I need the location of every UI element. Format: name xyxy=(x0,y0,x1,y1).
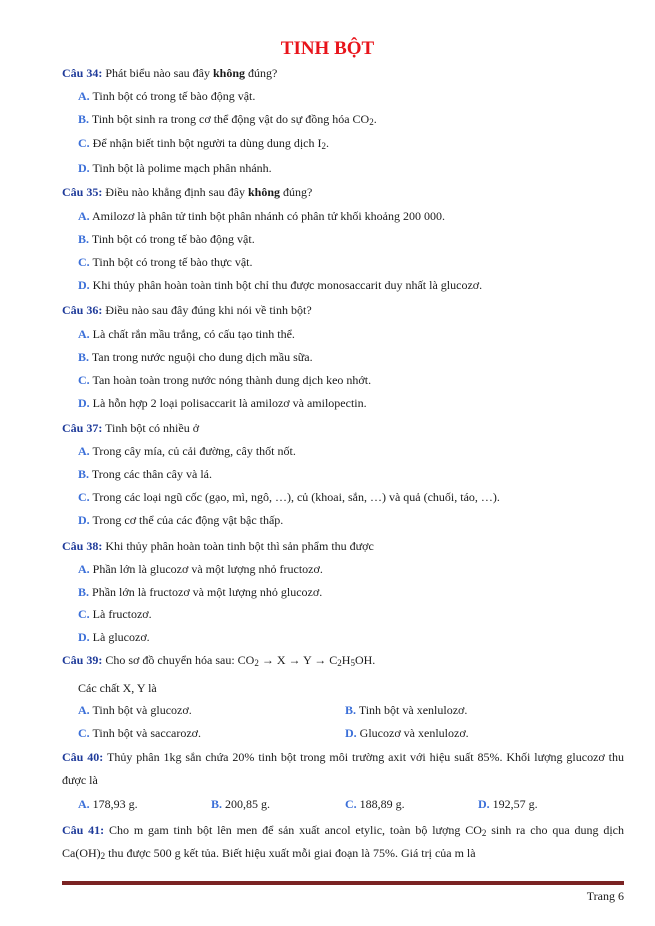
option-letter: C. xyxy=(78,607,90,621)
subscript: 2 xyxy=(321,141,326,151)
option-text: Tan trong nước nguội cho dung dịch mầu sữa. xyxy=(91,350,313,364)
option-letter: A. xyxy=(78,327,90,341)
question-number: Câu 41: xyxy=(62,823,105,837)
option-text: Tinh bột là polime mạch phân nhánh. xyxy=(92,161,272,175)
option-text: Là chất rắn mầu trắng, có cấu tạo tinh thể. xyxy=(92,327,295,341)
question-text-end: đúng? xyxy=(283,185,313,199)
question-41 xyxy=(62,819,624,865)
option-37-c xyxy=(78,490,500,505)
option-text: 188,89 g. xyxy=(359,797,405,811)
option-text: Trong cơ thể của các động vật bậc thấp. xyxy=(92,513,284,527)
option-text-end: . xyxy=(326,136,329,150)
option-35-a xyxy=(78,209,445,224)
page-number: Trang 6 xyxy=(586,889,624,903)
subscript: 2 xyxy=(100,851,106,861)
question-number: Câu 35: xyxy=(62,185,103,199)
option-text: Tinh bột có trong tế bào động vật. xyxy=(91,232,255,246)
option-34-c xyxy=(78,136,329,151)
option-38-a xyxy=(78,562,323,577)
option-38-c xyxy=(78,607,152,622)
option-letter: C. xyxy=(78,373,90,387)
option-text: 200,85 g. xyxy=(225,797,271,811)
option-letter: B. xyxy=(78,350,90,364)
option-34-d xyxy=(78,161,272,176)
question-text: Cho m gam tinh bột lên men để sản xuất ancol etylic, toàn bộ lượng CO xyxy=(109,823,482,837)
question-text-end: đúng? xyxy=(248,66,278,80)
option-text: Tinh bột và saccarozơ. xyxy=(92,726,202,740)
option-34-b xyxy=(78,112,377,127)
option-35-c xyxy=(78,255,253,270)
option-34-a xyxy=(78,89,255,104)
option-40-d xyxy=(478,797,538,812)
option-letter: A. xyxy=(78,797,90,811)
subscript: 2 xyxy=(369,117,374,127)
option-letter: B. xyxy=(345,703,357,717)
question-number: Câu 40: xyxy=(62,750,104,764)
question-text-mid: → X → Y → C xyxy=(258,653,338,667)
option-text: 192,57 g. xyxy=(492,797,538,811)
option-text: Tinh bột sinh ra trong cơ thể động vật do sự đồng hóa CO xyxy=(91,112,370,126)
option-text: Phần lớn là glucozơ và một lượng nhỏ fructozơ. xyxy=(92,562,323,576)
question-35 xyxy=(62,185,624,200)
footer-divider xyxy=(62,881,624,885)
option-letter: B. xyxy=(78,585,90,599)
option-text: Trong các loại ngũ cốc (gạo, mì, ngô, …), củ (khoai, sắn, …) và quả (chuối, táo, …). xyxy=(92,490,500,504)
question-37 xyxy=(62,421,624,436)
question-39-line2: Các chất X, Y là xyxy=(78,681,157,695)
question-34 xyxy=(62,66,624,81)
option-letter: C. xyxy=(78,255,90,269)
option-letter: A. xyxy=(78,703,90,717)
question-39 xyxy=(62,653,624,668)
subscript: 2 xyxy=(481,828,487,838)
option-letter: D. xyxy=(78,161,90,175)
option-text-end: . xyxy=(373,112,377,126)
option-40-a xyxy=(78,797,138,812)
option-letter: A. xyxy=(78,562,90,576)
option-36-a xyxy=(78,327,295,342)
question-number: Câu 36: xyxy=(62,303,103,317)
option-text: Là fructozơ. xyxy=(92,607,152,621)
option-38-b xyxy=(78,585,322,600)
option-text: Amilozơ là phân tử tinh bột phân nhánh có phân tử khối khoảng 200 000. xyxy=(92,209,445,223)
question-text: Khi thủy phân hoàn toàn tinh bột thì sản phẩm thu được xyxy=(105,539,374,553)
subscript: 2 xyxy=(337,658,342,668)
option-39-d xyxy=(345,726,469,741)
option-letter: A. xyxy=(78,89,90,103)
question-number: Câu 37: xyxy=(62,421,103,435)
option-39-c xyxy=(78,726,201,741)
question-text: Thủy phân 1kg sắn chứa 20% tinh bột trong môi trường axit với hiệu suất 85%. Khối lượng glucozơ thu được là xyxy=(62,750,624,787)
page-title: TINH BỘT xyxy=(280,38,375,59)
option-letter: D. xyxy=(78,630,90,644)
option-letter: D. xyxy=(345,726,357,740)
option-letter: C. xyxy=(78,490,90,504)
option-letter: C. xyxy=(78,136,90,150)
option-letter: B. xyxy=(78,112,90,126)
option-letter: B. xyxy=(78,467,90,481)
option-letter: A. xyxy=(78,209,90,223)
option-text: Tinh bột có trong tế bào động vật. xyxy=(92,89,256,103)
option-37-a xyxy=(78,444,296,459)
option-37-d xyxy=(78,513,283,528)
option-letter: B. xyxy=(211,797,223,811)
option-text: Tan hoàn toàn trong nước nóng thành dung dịch keo nhớt. xyxy=(92,373,372,387)
option-36-c xyxy=(78,373,371,388)
question-text: Cho sơ đồ chuyển hóa sau: CO xyxy=(105,653,255,667)
question-text-end: thu được 500 g kết tủa. Biết hiệu xuất mỗi giai đoạn là 75%. Giá trị của m là xyxy=(105,846,476,860)
option-letter: C. xyxy=(345,797,357,811)
option-text: Tinh bột và glucozơ. xyxy=(92,703,192,717)
question-text-mid: sinh ra cho qua dung dịch Ca(OH) xyxy=(62,823,624,860)
option-37-b xyxy=(78,467,212,482)
option-letter: D. xyxy=(78,278,90,292)
option-text: Trong cây mía, củ cải đường, cây thốt nốt. xyxy=(92,444,296,458)
option-text: Tinh bột có trong tế bào thực vật. xyxy=(92,255,253,269)
subscript: 5 xyxy=(350,658,355,668)
option-text: Tinh bột và xenlulozơ. xyxy=(358,703,468,717)
question-number: Câu 34: xyxy=(62,66,103,80)
question-text: Điều nào khẳng định sau đây xyxy=(105,185,245,199)
option-40-b xyxy=(211,797,270,812)
option-letter: B. xyxy=(78,232,90,246)
option-35-d xyxy=(78,278,482,293)
option-letter: C. xyxy=(78,726,90,740)
question-number: Câu 38: xyxy=(62,539,103,553)
option-39-b xyxy=(345,703,467,718)
question-emphasis: không xyxy=(213,66,246,80)
option-39-a xyxy=(78,703,192,718)
question-38 xyxy=(62,539,624,554)
option-letter: D. xyxy=(478,797,490,811)
option-text: Là hỗn hợp 2 loại polisaccarit là amilozơ và amilopectin. xyxy=(92,396,367,410)
option-letter: A. xyxy=(78,444,90,458)
option-text: Là glucozơ. xyxy=(92,630,150,644)
question-text-end: OH. xyxy=(354,653,376,667)
question-emphasis: không xyxy=(247,185,281,199)
question-36 xyxy=(62,303,624,318)
question-text-mid2: H xyxy=(341,653,351,667)
option-text: Phần lớn là fructozơ và một lượng nhỏ glucozơ. xyxy=(92,585,323,599)
option-letter: D. xyxy=(78,396,90,410)
option-36-b xyxy=(78,350,313,365)
option-38-d xyxy=(78,630,150,645)
question-number: Câu 39: xyxy=(62,653,103,667)
option-text: 178,93 g. xyxy=(92,797,138,811)
option-text: Glucozơ và xenlulozơ. xyxy=(359,726,469,740)
option-text: Trong các thân cây và lá. xyxy=(91,467,212,481)
option-36-d xyxy=(78,396,367,411)
option-text: Để nhận biết tinh bột người ta dùng dung dịch I xyxy=(92,136,322,150)
option-letter: D. xyxy=(78,513,90,527)
question-40 xyxy=(62,746,624,792)
option-35-b xyxy=(78,232,255,247)
question-text: Điều nào sau đây đúng khi nói về tinh bột? xyxy=(105,303,312,317)
question-text: Tinh bột có nhiều ở xyxy=(105,421,200,435)
subscript: 2 xyxy=(254,658,259,668)
option-40-c xyxy=(345,797,405,812)
option-text: Khi thủy phân hoàn toàn tinh bột chỉ thu được monosaccarit duy nhất là glucozơ. xyxy=(92,278,483,292)
question-text: Phát biểu nào sau đây xyxy=(105,66,210,80)
